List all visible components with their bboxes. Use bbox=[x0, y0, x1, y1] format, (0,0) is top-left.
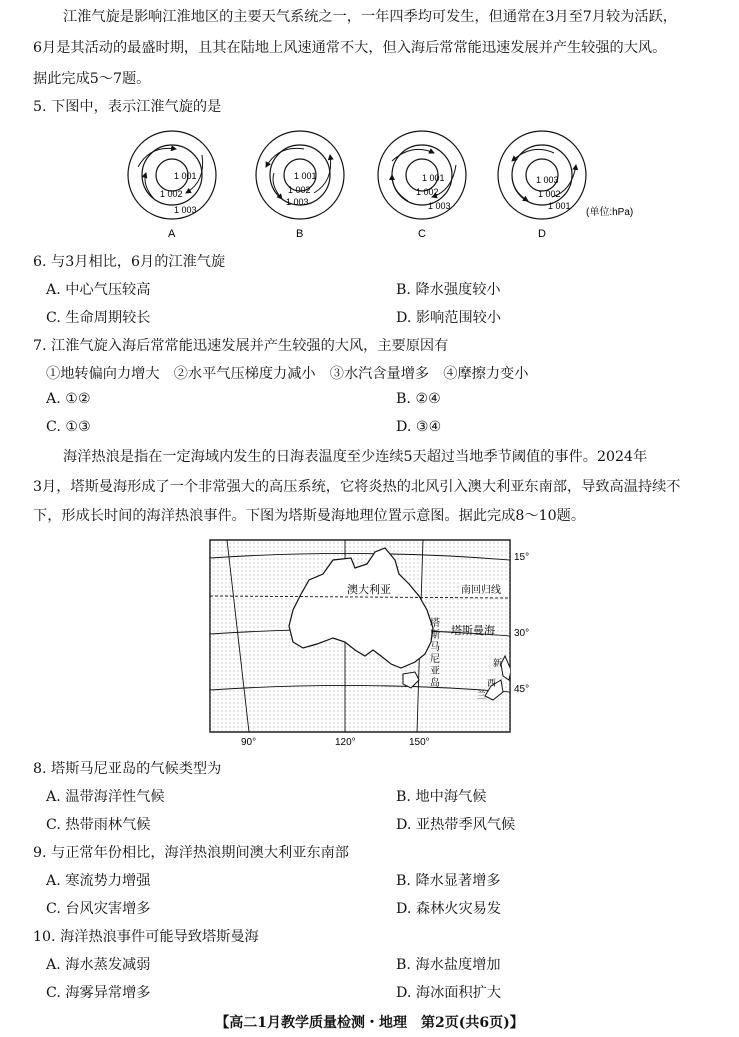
q7-option-a[interactable]: A. ①② bbox=[46, 391, 91, 407]
passage1-line-1: 江淮气旋是影响江淮地区的主要天气系统之一，一年四季均可发生，但通常在3月至7月较为活跃， bbox=[63, 9, 677, 25]
q5-isobar-figure bbox=[120, 125, 640, 243]
panel-d-isobar-3: 1 001 bbox=[548, 201, 571, 211]
q6-option-b[interactable]: B. 降水强度较小 bbox=[396, 282, 501, 298]
q7-factors: ①地转偏向力增大 ②水平气压梯度力减小 ③水汽含量增多 ④摩擦力变小 bbox=[46, 366, 529, 382]
q9-stem: 9. 与正常年份相比，海洋热浪期间澳大利亚东南部 bbox=[33, 845, 349, 861]
q10-option-b[interactable]: B. 海水盐度增加 bbox=[396, 957, 501, 973]
label-tasmania-char-2: 斯 bbox=[430, 630, 440, 641]
panel-b bbox=[256, 131, 344, 219]
panel-a-isobar-2: 1 002 bbox=[160, 189, 183, 199]
lat-label-15: 15° bbox=[514, 552, 530, 563]
q7-option-c[interactable]: C. ①③ bbox=[46, 419, 91, 435]
q6-option-c[interactable]: C. 生命周期较长 bbox=[46, 310, 151, 326]
tasman-sea-map bbox=[205, 538, 540, 750]
panel-b-isobar-2: 1 002 bbox=[288, 185, 311, 195]
q8-option-b[interactable]: B. 地中海气候 bbox=[396, 789, 487, 805]
panel-c-isobar-1: 1 001 bbox=[422, 173, 445, 183]
passage2-line-2: 3月，塔斯曼海形成了一个非常强大的高压系统，它将炎热的北风引入澳大利亚东南部，导致高温持续不 bbox=[33, 479, 681, 495]
q6-option-a[interactable]: A. 中心气压较高 bbox=[46, 282, 151, 298]
label-tasmania-char-6: 岛 bbox=[430, 678, 440, 689]
q7-option-d[interactable]: D. ③④ bbox=[396, 419, 442, 435]
q9-option-c[interactable]: C. 台风灾害增多 bbox=[46, 901, 151, 917]
label-tasmania-char-4: 尼 bbox=[430, 654, 440, 665]
label-tasmania-char-5: 亚 bbox=[430, 666, 440, 677]
q5-stem: 5. 下图中，表示江淮气旋的是 bbox=[33, 99, 222, 115]
lon-label-150: 150° bbox=[409, 737, 430, 748]
q9-option-b[interactable]: B. 降水显著增多 bbox=[396, 873, 501, 889]
lon-label-120: 120° bbox=[335, 737, 356, 748]
passage2-line-1: 海洋热浪是指在一定海域内发生的日海表温度至少连续5天超过当地季节阈值的事件。2024年 bbox=[63, 449, 648, 465]
label-tropic-of-capricorn: 南回归线 bbox=[461, 585, 501, 596]
panel-c bbox=[378, 131, 466, 219]
q8-option-c[interactable]: C. 热带雨林气候 bbox=[46, 817, 151, 833]
q6-option-d[interactable]: D. 影响范围较小 bbox=[396, 310, 502, 326]
label-nz-char-2: 西 bbox=[487, 678, 497, 688]
label-tasmania-char-1: 塔 bbox=[430, 618, 440, 629]
panel-d-isobar-2: 1 002 bbox=[538, 189, 561, 199]
passage2-line-3: 下，形成长时间的海洋热浪事件。下图为塔斯曼海地理位置示意图。据此完成8～10题。 bbox=[33, 508, 586, 524]
panel-c-isobar-2: 1 002 bbox=[416, 187, 439, 197]
q10-option-d[interactable]: D. 海冰面积扩大 bbox=[396, 985, 502, 1001]
label-australia: 澳大利亚 bbox=[347, 584, 391, 596]
panel-a bbox=[128, 131, 216, 219]
passage1-line-2: 6月是其活动的最盛时期，且其在陆地上风速通常不大，但入海后常常能迅速发展并产生较强的大风。 bbox=[33, 40, 667, 56]
panel-a-isobar-3: 1 003 bbox=[174, 205, 197, 215]
q7-stem: 7. 江淮气旋入海后常常能迅速发展并产生较强的大风，主要原因有 bbox=[33, 338, 449, 354]
label-nz-char-3: 兰 bbox=[477, 690, 487, 700]
page-footer: 【高二1月教学质量检测・地理 第2页(共6页)】 bbox=[215, 1015, 524, 1031]
q10-stem: 10. 海洋热浪事件可能导致塔斯曼海 bbox=[33, 929, 259, 945]
lat-label-45: 45° bbox=[514, 684, 530, 695]
q8-option-a[interactable]: A. 温带海洋性气候 bbox=[46, 789, 165, 805]
q7-option-b[interactable]: B. ②④ bbox=[396, 391, 441, 407]
q9-option-d[interactable]: D. 森林火灾易发 bbox=[396, 901, 502, 917]
label-tasmania-char-3: 马 bbox=[430, 642, 440, 653]
panel-a-letter: A bbox=[168, 228, 176, 240]
q10-option-c[interactable]: C. 海雾异常增多 bbox=[46, 985, 151, 1001]
panel-d bbox=[498, 131, 586, 219]
panel-a-isobar-1: 1 001 bbox=[174, 171, 197, 181]
q9-option-a[interactable]: A. 寒流势力增强 bbox=[46, 873, 151, 889]
panel-d-isobar-1: 1 003 bbox=[536, 175, 559, 185]
label-nz-char-1: 新 bbox=[493, 658, 503, 668]
panel-b-isobar-1: 1 001 bbox=[294, 171, 317, 181]
panel-b-isobar-3: 1 003 bbox=[286, 197, 309, 207]
q8-option-d[interactable]: D. 亚热带季风气候 bbox=[396, 817, 516, 833]
q8-stem: 8. 塔斯马尼亚岛的气候类型为 bbox=[33, 761, 222, 777]
label-tasman-sea: 塔斯曼海 bbox=[451, 625, 495, 637]
passage1-line-3: 据此完成5～7题。 bbox=[33, 71, 151, 87]
lon-label-90: 90° bbox=[241, 737, 257, 748]
panel-c-letter: C bbox=[418, 228, 426, 240]
lat-label-30: 30° bbox=[514, 628, 530, 639]
q6-stem: 6. 与3月相比，6月的江淮气旋 bbox=[33, 254, 226, 270]
isobar-unit: (单位:hPa) bbox=[586, 207, 634, 218]
panel-b-letter: B bbox=[296, 228, 304, 240]
label-tasmania bbox=[430, 616, 440, 689]
panel-d-letter: D bbox=[538, 228, 546, 240]
panel-c-isobar-3: 1 003 bbox=[428, 201, 451, 211]
q10-option-a[interactable]: A. 海水蒸发减弱 bbox=[46, 957, 151, 973]
